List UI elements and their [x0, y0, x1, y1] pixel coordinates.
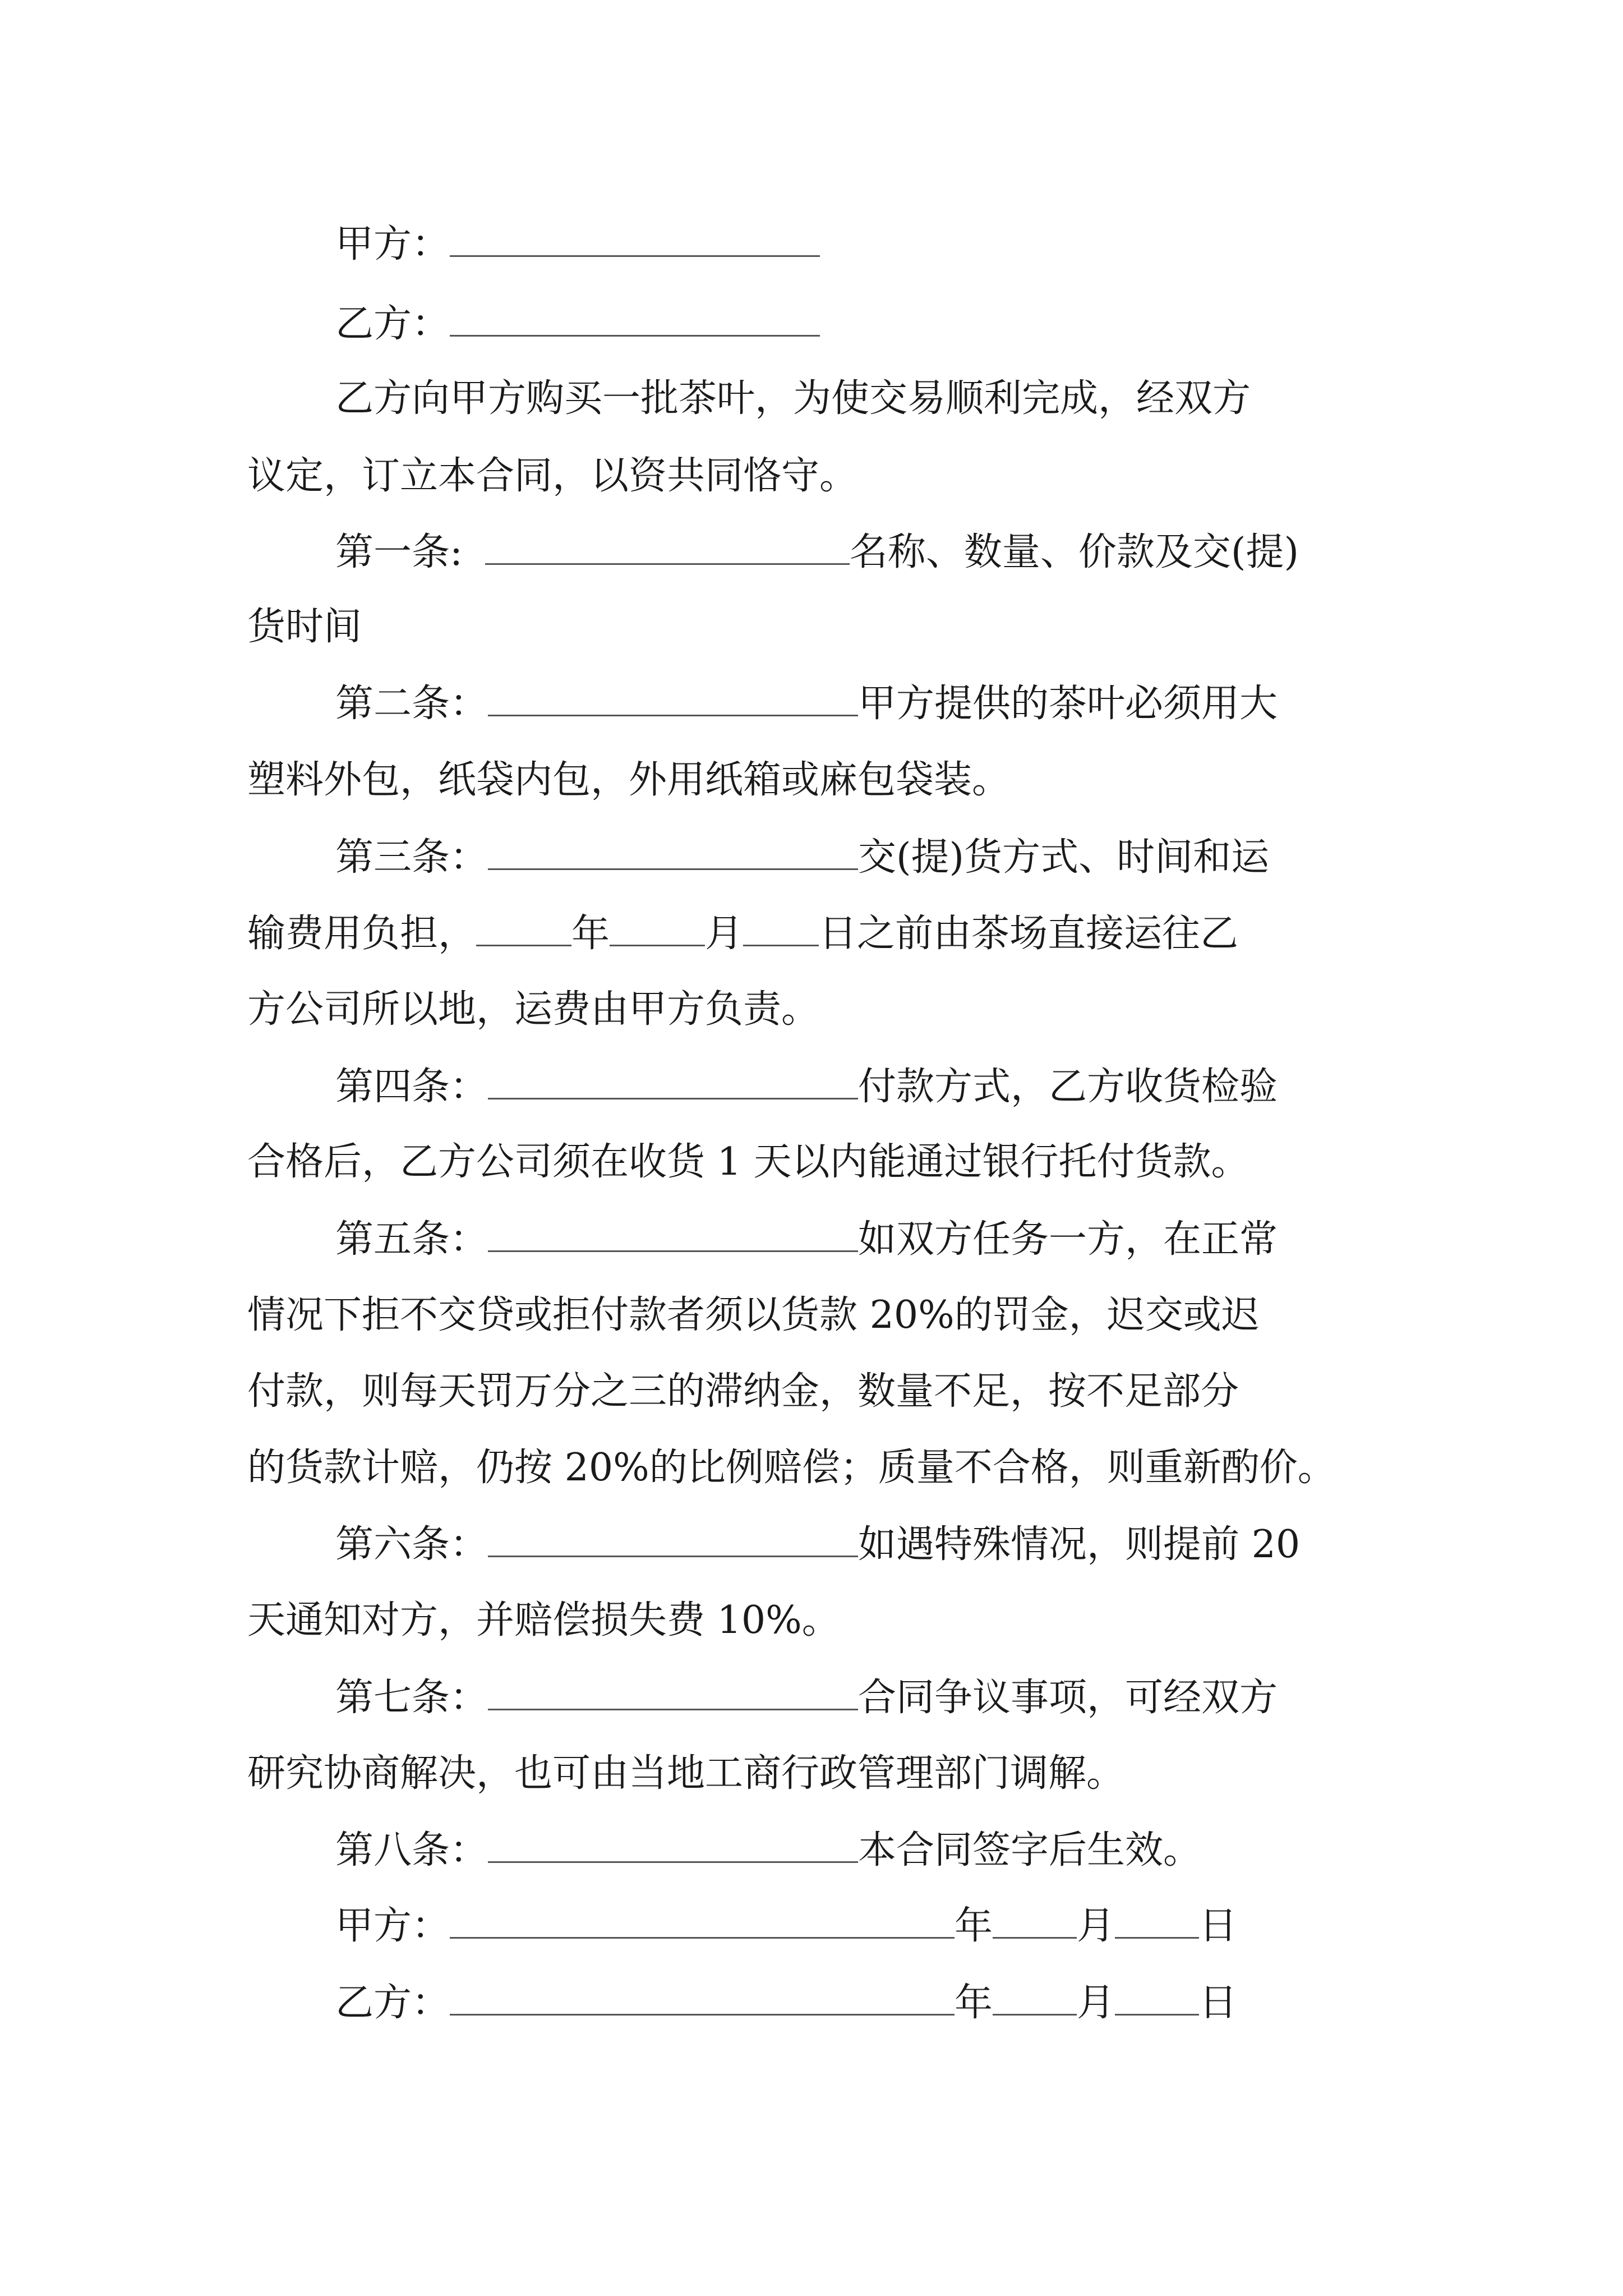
party-a-header	[335, 216, 820, 272]
article-3-label: 第三条：	[335, 835, 488, 880]
signature-party-a-month-blank	[993, 1898, 1077, 1939]
article-3-line-2-prefix: 输费用负担，	[247, 912, 477, 956]
signature-party-a	[335, 1898, 1237, 1954]
article-1-line-2: 货时间	[247, 605, 362, 649]
article-3-line-1	[335, 829, 1269, 885]
article-8-line-1	[335, 1822, 1201, 1878]
signature-party-b	[335, 1975, 1237, 2031]
party-b-blank	[450, 296, 820, 337]
article-6-blank	[488, 1516, 858, 1557]
article-2-line-2: 塑料外包，纸袋内包，外用纸箱或麻包袋装。	[247, 758, 1011, 802]
article-3-day-blank	[743, 905, 819, 946]
article-3-month-label: 月	[705, 912, 744, 956]
signature-party-a-blank	[450, 1898, 955, 1939]
article-3-month-blank	[610, 905, 705, 946]
signature-party-a-day: 日	[1199, 1904, 1238, 1948]
article-3-text: 交(提)货方式、时间和运	[858, 835, 1270, 880]
intro-line-2: 议定，订立本合同，以资共同恪守。	[247, 454, 858, 498]
article-3-year-blank	[476, 905, 571, 946]
article-5-label: 第五条：	[335, 1217, 488, 1262]
article-1-title: 名称、数量、价款及交(提)	[849, 530, 1299, 574]
article-7-line-1	[335, 1669, 1278, 1726]
party-a-blank	[450, 216, 820, 257]
article-3-blank	[488, 829, 858, 870]
article-7-label: 第七条：	[335, 1676, 488, 1720]
article-6-text: 如遇特殊情况，则提前 20	[858, 1522, 1301, 1567]
signature-party-a-month: 月	[1077, 1904, 1115, 1948]
signature-party-b-year: 年	[955, 1981, 993, 2025]
article-4-label: 第四条：	[335, 1065, 488, 1109]
article-1-label: 第一条:	[335, 530, 463, 574]
article-6-line-1	[335, 1516, 1300, 1572]
article-5-line-3: 付款，则每天罚万分之三的滞纳金，数量不足，按不足部分	[247, 1369, 1239, 1414]
article-4-line-2: 合格后，乙方公司须在收货 1 天以内能通过银行托付货款。	[247, 1140, 1249, 1184]
signature-party-b-day-blank	[1115, 1975, 1199, 2016]
article-6-line-2: 天通知对方，并赔偿损失费 10%。	[247, 1598, 840, 1642]
article-1-blank	[485, 524, 850, 565]
article-4-line-1	[335, 1059, 1278, 1115]
article-4-blank	[488, 1059, 858, 1099]
signature-party-a-day-blank	[1115, 1898, 1199, 1939]
article-5-text: 如双方任务一方，在正常	[858, 1217, 1278, 1262]
article-2-text: 甲方提供的茶叶必须用大	[858, 682, 1278, 726]
article-7-line-2: 研究协商解决，也可由当地工商行政管理部门调解。	[247, 1751, 1125, 1796]
signature-party-b-label: 乙方：	[335, 1981, 450, 2025]
article-2-label: 第二条：	[335, 682, 488, 726]
party-a-label: 甲方：	[335, 222, 450, 266]
signature-party-b-month-blank	[993, 1975, 1077, 2016]
party-b-label: 乙方：	[335, 302, 450, 346]
article-5-line-4: 的货款计赔，仍按 20%的比例赔偿；质量不合格，则重新酌价。	[247, 1446, 1336, 1490]
intro-line-1: 乙方向甲方购买一批茶叶，为使交易顺利完成，经双方	[335, 376, 1251, 421]
article-5-line-1	[335, 1211, 1278, 1267]
article-3-line-2-suffix: 日之前由茶场直接运往乙	[819, 912, 1239, 956]
article-8-label: 第八条：	[335, 1828, 488, 1872]
signature-party-a-label: 甲方：	[335, 1904, 450, 1948]
article-7-text: 合同争议事项，可经双方	[858, 1676, 1278, 1720]
signature-party-b-month: 月	[1077, 1981, 1115, 2025]
article-5-blank	[488, 1211, 858, 1252]
article-6-label: 第六条：	[335, 1522, 488, 1567]
signature-party-b-day: 日	[1199, 1981, 1238, 2025]
article-1-line-1	[335, 524, 1299, 580]
article-8-text: 本合同签字后生效。	[858, 1828, 1202, 1872]
article-2-blank	[488, 675, 858, 716]
article-5-line-2: 情况下拒不交贷或拒付款者须以货款 20%的罚金，迟交或迟	[247, 1293, 1260, 1337]
article-4-text: 付款方式，乙方收货检验	[858, 1065, 1278, 1109]
article-3-year-label: 年	[571, 912, 610, 956]
article-7-blank	[488, 1669, 858, 1710]
article-2-line-1	[335, 675, 1278, 731]
article-8-blank	[488, 1822, 858, 1863]
article-3-line-2	[247, 905, 1238, 961]
signature-party-a-year: 年	[955, 1904, 993, 1948]
article-3-line-3: 方公司所以地，运费由甲方负责。	[247, 987, 820, 1032]
party-b-header	[335, 296, 820, 352]
signature-party-b-blank	[450, 1975, 955, 2016]
